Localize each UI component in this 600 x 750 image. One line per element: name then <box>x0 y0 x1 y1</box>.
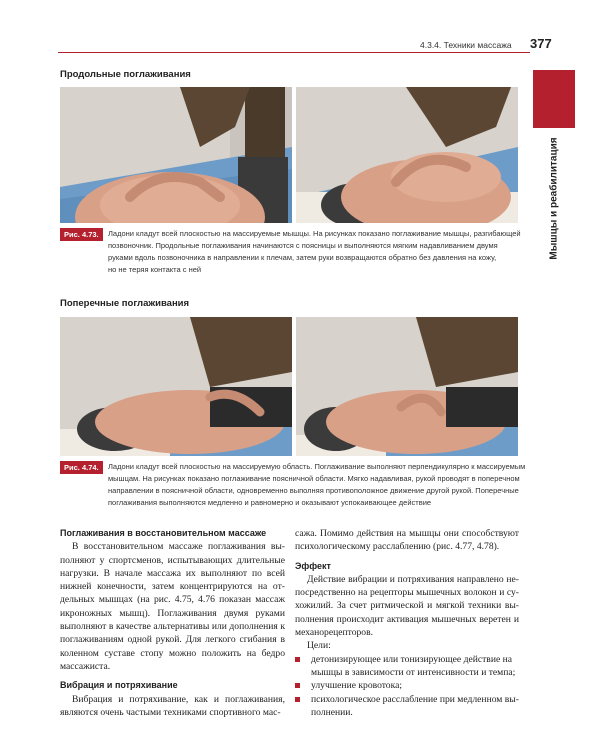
heading-recovery-stroking: Поглаживания в восстановительном массаже <box>60 528 267 538</box>
body-right-column <box>295 527 519 719</box>
photo-longitudinal-1 <box>60 87 292 223</box>
page-number: 377 <box>530 36 552 51</box>
section-heading-longitudinal: Продольные поглаживания <box>60 69 191 80</box>
goals-list <box>295 653 519 719</box>
body-left-column <box>60 527 285 719</box>
list-item: психологическое расслабление при медленном вы- полнении. <box>295 693 519 720</box>
figure-label-4-74: Рис. 4.74. <box>60 461 103 474</box>
bullet-square-icon <box>295 697 300 702</box>
heading-vibration: Вибрация и потряхивание <box>60 680 178 691</box>
running-head: 4.3.4. Техники массажа <box>420 40 512 50</box>
paragraph-effect: Действие вибрации и потряхивания направлено не- посредственно на рецепторы мышечных волокон и су- хожилий. За счет ритмической и мягкой техники вы- полнения происходит активация мышечных веретен и механорецепторов. <box>295 573 519 639</box>
caption-4-73: Ладони кладут всей плоскостью на массируемые мышцы. На рисунках показано поглаживание мышцы, разгибающей позвоночник. Продольные поглаживания начинаются с поясницы и выполняются мягким надавливанием двумя руками вдоль позвоночника в направлении к плечам, затем руки возвращаются обратно без давления на кожу, но не теряя контакта с ней <box>108 229 521 274</box>
photo-transverse-2 <box>296 317 518 456</box>
paragraph-vibration-cont: сажа. Помимо действия на мышцы они способствуют психологическому расслаблению (рис. 4.77, 4.78). <box>295 528 519 553</box>
list-item: детонизирующее или тонизирующее действие на мышцы в зависимости от интенсивности и темпа; <box>295 653 519 680</box>
heading-effect: Эффект <box>295 560 331 571</box>
paragraph-vibration: Вибрация и потряхивание, как и поглаживания, являются очень частыми техниками спортивного мас- <box>60 693 285 718</box>
bullet-square-icon <box>295 657 300 662</box>
goals-label: Цели: <box>307 640 331 652</box>
photo-longitudinal-2 <box>296 87 518 223</box>
bullet-square-icon <box>295 683 300 688</box>
paragraph-recovery: В восстановительном массаже поглаживания вы- полняют у спортсменов, испытывающих длительные нагрузки. В начале массажа их выполняют по всей нижней конечности, затем концентрируются на от- дельных мышцах (на рис. 4.75, 4.76 показан массаж икроножных мышц). Поглаживания двумя руками выполняют в качестве альтернативы или дополнения к поглаживаниям одной рукой. Для легкого сгибания в коленном суставе стопу можно положить на бедро массажиста. <box>60 541 285 672</box>
caption-4-74: Ладони кладут всей плоскостью на массируемую область. Поглаживание выполняют перпендикулярно к массируемым мышцам. На рисунках показано поглаживание поясничной области. Мягко надавливая, рукой проводят в поперечном направлении в поясничной области, одновременно выполняя противоположное движение другой рукой. Поперечные поглаживания выполняются медленно и равномерно и оказывают успокаивающее действие <box>108 462 526 507</box>
list-item: улучшение кровотока; <box>295 679 519 692</box>
section-heading-transverse: Поперечные поглаживания <box>60 298 190 309</box>
chapter-tab <box>533 70 575 128</box>
header-rule <box>58 52 530 53</box>
chapter-side-title: Мышцы и реабилитация <box>548 137 560 260</box>
photo-transverse-1 <box>60 317 292 456</box>
figure-label-4-73: Рис. 4.73. <box>60 228 103 241</box>
